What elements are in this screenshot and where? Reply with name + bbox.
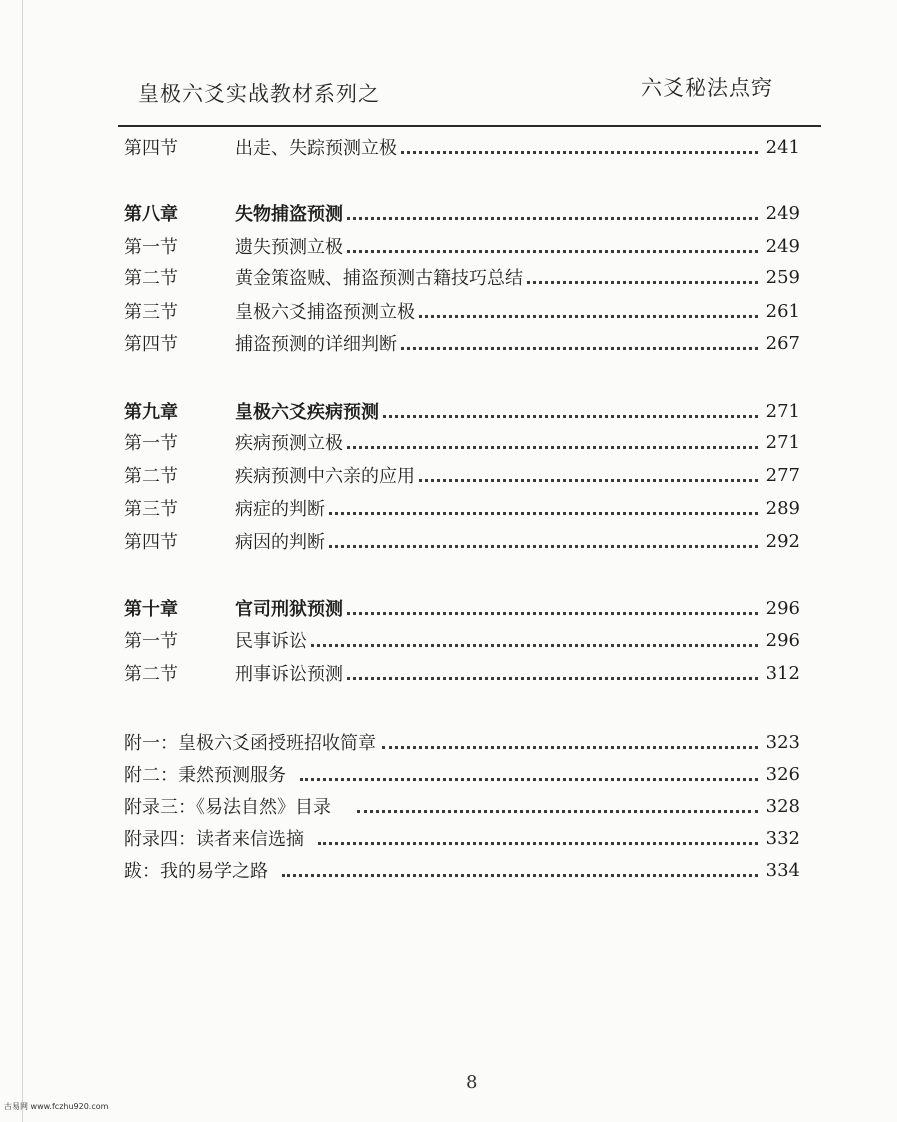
toc-entry-title: 刑事诉讼预测: [235, 664, 343, 685]
toc-entry-page: 328: [765, 795, 800, 817]
dot-leader: [347, 594, 758, 615]
toc-entry-title: 病因的判断: [235, 532, 325, 553]
toc-chapter[interactable]: [124, 398, 800, 424]
toc-entry-label: 第三节: [124, 302, 178, 323]
dot-leader: [383, 397, 758, 418]
toc-entry[interactable]: [124, 298, 800, 324]
dot-leader: [329, 494, 758, 515]
toc-entry-page: 249: [765, 235, 800, 257]
toc-entry-label: 第四节: [124, 334, 178, 355]
dot-leader: [401, 133, 758, 154]
series-title: 皇极六爻实战教材系列之: [138, 82, 380, 106]
toc-entry-title: 黄金策盗贼、捕盗预测古籍技巧总结: [235, 268, 523, 289]
toc-entry-page: 296: [765, 597, 800, 619]
toc-entry-title: 病症的判断: [235, 499, 325, 520]
dot-leader: [419, 461, 758, 482]
toc-entry-label: 第一节: [124, 433, 178, 454]
toc-entry-page: 323: [765, 731, 800, 753]
toc-entry[interactable]: [124, 660, 800, 686]
toc-entry-page: 326: [765, 763, 800, 785]
dot-leader: [282, 856, 758, 877]
dot-leader: [347, 199, 758, 220]
toc-appendix-entry[interactable]: [124, 729, 800, 755]
toc-entry-page: 296: [765, 629, 800, 651]
toc-entry-label: 第三节: [124, 499, 178, 520]
toc-entry[interactable]: [124, 330, 800, 356]
dot-leader: [347, 232, 758, 253]
toc-entry-title: 失物捕盗预测: [235, 204, 343, 225]
toc-entry-label: 第八章: [124, 204, 178, 225]
dot-leader: [300, 760, 758, 781]
header-rule: [118, 125, 821, 127]
toc-entry[interactable]: [124, 429, 800, 455]
toc-entry-page: 332: [765, 827, 800, 849]
toc-entry-label: 第二节: [124, 466, 178, 487]
scan-edge-line: [22, 0, 23, 1122]
toc-entry-title: 疾病预测中六亲的应用: [235, 466, 415, 487]
toc-entry[interactable]: [124, 528, 800, 554]
dot-leader: [382, 728, 758, 749]
dot-leader: [419, 297, 758, 318]
toc-entry-label: 第十章: [124, 599, 178, 620]
toc-appendix-entry[interactable]: [124, 825, 800, 851]
dot-leader: [311, 626, 758, 647]
toc-appendix-title: 附录三：《易法自然》目录: [124, 797, 331, 818]
book-title: 六爻秘法点窍: [641, 76, 773, 100]
toc-entry-title: 出走、失踪预测立极: [235, 138, 397, 159]
toc-entry-label: 第一节: [124, 237, 178, 258]
toc-entry-title: 捕盗预测的详细判断: [235, 334, 397, 355]
page-number: 8: [466, 1072, 478, 1093]
toc-entry[interactable]: [124, 462, 800, 488]
toc-entry-title: 民事诉讼: [235, 631, 307, 652]
toc-entry-label: 第四节: [124, 532, 178, 553]
watermark-text: 古易网 www.fczhu920.com: [4, 1102, 109, 1111]
toc-entry[interactable]: [124, 627, 800, 653]
dot-leader: [357, 792, 758, 813]
toc-chapter[interactable]: [124, 200, 800, 226]
toc-appendix-entry[interactable]: [124, 857, 800, 883]
toc-appendix-entry[interactable]: [124, 793, 800, 819]
toc-appendix-title: 跋：我的易学之路: [124, 861, 268, 882]
toc-entry-title: 疾病预测立极: [235, 433, 343, 454]
dot-leader: [329, 527, 758, 548]
toc-chapter[interactable]: [124, 595, 800, 621]
toc-entry-page: 271: [765, 400, 800, 422]
toc-entry-label: 第一节: [124, 631, 178, 652]
toc-entry[interactable]: [124, 495, 800, 521]
dot-leader: [347, 428, 758, 449]
toc-entry-page: 277: [765, 464, 800, 486]
dot-leader: [527, 263, 758, 284]
toc-entry-title: 遗失预测立极: [235, 237, 343, 258]
toc-entry-title: 皇极六爻疾病预测: [235, 402, 379, 423]
toc-entry-label: 第四节: [124, 138, 178, 159]
toc-entry-label: 第二节: [124, 664, 178, 685]
toc-entry-page: 289: [765, 497, 800, 519]
toc-entry-page: 312: [765, 662, 800, 684]
toc-appendix-title: 附二：秉然预测服务: [124, 765, 286, 786]
toc-appendix-title: 附一：皇极六爻函授班招收简章: [124, 733, 376, 754]
toc-appendix-title: 附录四：读者来信选摘: [124, 829, 304, 850]
toc-entry[interactable]: [124, 134, 800, 160]
dot-leader: [347, 659, 758, 680]
toc-entry-page: 249: [765, 202, 800, 224]
toc-entry-title: 官司刑狱预测: [235, 599, 343, 620]
toc-entry-label: 第九章: [124, 402, 178, 423]
dot-leader: [401, 329, 758, 350]
toc-entry-page: 267: [765, 332, 800, 354]
toc-entry-title: 皇极六爻捕盗预测立极: [235, 302, 415, 323]
dot-leader: [318, 824, 758, 845]
toc-entry-page: 334: [765, 859, 800, 881]
toc-entry[interactable]: [124, 233, 800, 259]
toc-entry-page: 241: [765, 136, 800, 158]
toc-entry-page: 292: [765, 530, 800, 552]
toc-entry-page: 271: [765, 431, 800, 453]
toc-appendix-entry[interactable]: [124, 761, 800, 787]
toc-entry-label: 第二节: [124, 268, 178, 289]
toc-entry-page: 259: [765, 266, 800, 288]
toc-entry[interactable]: [124, 264, 800, 290]
toc-entry-page: 261: [765, 300, 800, 322]
